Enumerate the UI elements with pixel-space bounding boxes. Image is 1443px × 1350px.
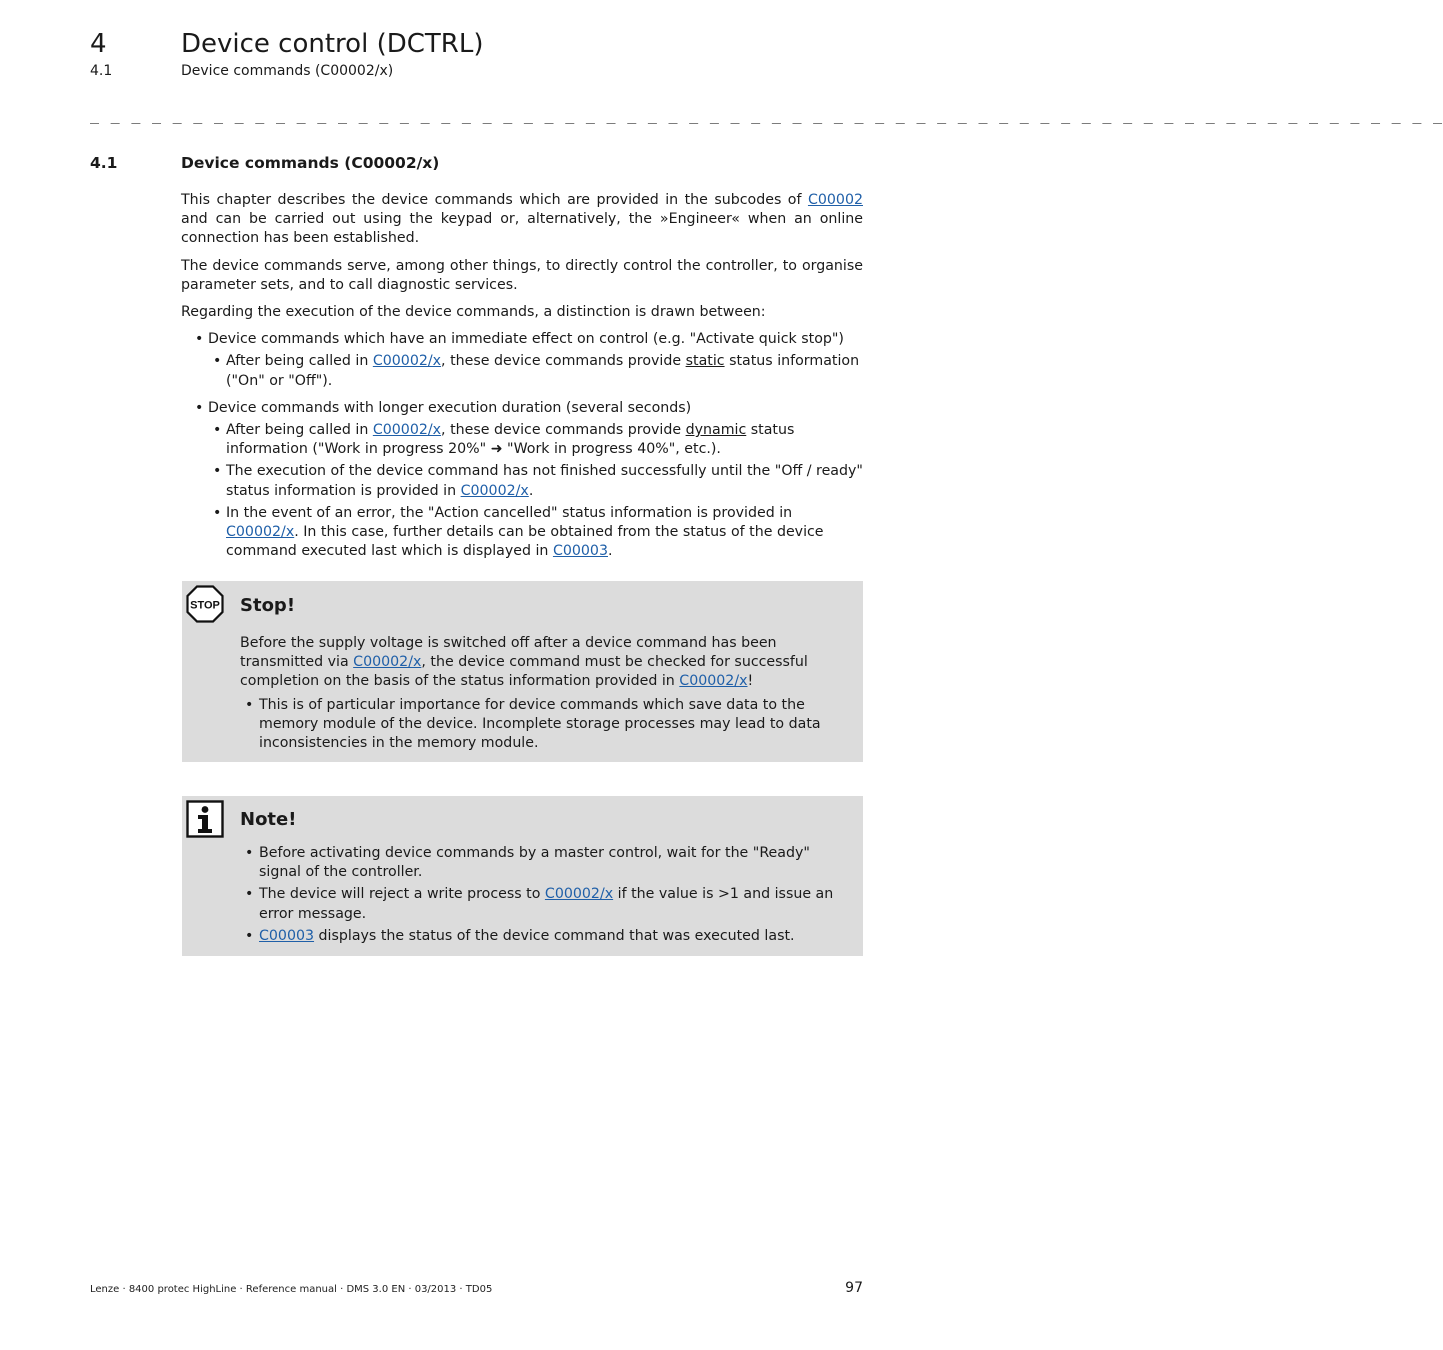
link-c00002[interactable]: C00002 — [807, 192, 863, 208]
stop-heading: Stop! — [240, 595, 296, 616]
list-item: • The device will reject a write process to C00002/x if the value is >1 and issue an error message. — [240, 885, 845, 923]
page-number: 97 — [845, 1280, 863, 1296]
stop-body: Before the supply voltage is switched off after a device command has been transmitted via C00002/x, the device command must be checked for successful completion on the basis of the status information provided in C00002/x! • This is of particular importance for device commands which save data to the memory module of the device. Incomplete storage processes may lead to data inconsistencies in the memory module. — [240, 634, 845, 756]
list-item: • C00003 displays the status of the device command that was executed last. — [240, 927, 845, 946]
link-c00002x[interactable]: C00002/x — [372, 353, 442, 370]
note-body — [240, 844, 845, 949]
header-separator: _ _ _ _ _ _ _ _ _ _ _ _ _ _ _ _ _ _ _ _ _ _ _ _ _ _ _ _ _ _ _ _ _ _ _ _ _ _ _ _ _ _ _ _ _ _ _ _ _ _ _ _ _ _ _ _ _ _ _ _ _ _ _ _ _ _ — [90, 106, 1443, 124]
intro-paragraph-1: This chapter describes the device commands which are provided in the subcodes of C00002 and can be carried out using the keypad or, alternatively, the »Engineer« when an online connection has been established. — [181, 192, 863, 247]
stop-sign-label: STOP — [190, 599, 220, 612]
list-item: • Device commands which have an immediate effect on control (e.g. "Activate quick stop") • After being called in C00002/x, these device commands provide static status information ("On" or "Off"). — [181, 330, 863, 391]
link-c00002x[interactable]: C00002/x — [353, 654, 422, 671]
section-title: Device commands (C00002/x) — [181, 154, 440, 172]
link-c00002x[interactable]: C00002/x — [544, 886, 614, 903]
stop-sign-icon — [186, 585, 224, 627]
main-content — [181, 191, 863, 569]
info-icon — [186, 800, 224, 842]
intro-paragraph-2: The device commands serve, among other things, to directly control the controller, to organise parameter sets, and to call diagnostic services. — [181, 257, 863, 293]
footer-text: Lenze · 8400 protec HighLine · Reference manual · DMS 3.0 EN · 03/2013 · TD05 — [90, 1284, 493, 1295]
section-number: 4.1 — [90, 154, 118, 172]
intro-paragraph-3: Regarding the execution of the device commands, a distinction is drawn between: — [181, 304, 766, 321]
link-c00002x[interactable]: C00002/x — [460, 482, 529, 499]
note-box — [182, 796, 863, 956]
list-item: • After being called in C00002/x, these device commands provide static status information ("On" or "Off"). — [208, 352, 863, 390]
link-c00003[interactable]: C00003 — [259, 927, 315, 944]
list-item: • After being called in C00002/x, these device commands provide dynamic status information ("Work in progress 20%" ➜ "Work in progress 40%", etc.). — [208, 421, 863, 459]
chapter-title: Device control (DCTRL) — [181, 29, 484, 59]
subchapter-title: Device commands (C00002/x) — [181, 63, 394, 79]
chapter-number: 4 — [90, 29, 107, 59]
link-c00002x[interactable]: C00002/x — [679, 673, 748, 690]
link-c00002x[interactable]: C00002/x — [372, 422, 442, 439]
subchapter-number: 4.1 — [90, 63, 113, 79]
list-item: • Before activating device commands by a master control, wait for the "Ready" signal of the controller. — [240, 844, 845, 882]
link-c00002x[interactable]: C00002/x — [226, 524, 295, 541]
link-c00003[interactable]: C00003 — [552, 543, 608, 560]
list-item: • Device commands with longer execution duration (several seconds) • After being called in C00002/x, these device commands provide dynamic status information ("Work in progress 20%" ➜ "Work in progress 40%", etc.). • The execution of the device command has not finished successfully until the "Off / ready" status information is provided in C00002/x. • In the event of an error, the "Action cancelled" status information is provided in C00002/x. In this case, further details can be obtained from the status of the device command executed last which is displayed in C00003. — [181, 399, 863, 562]
list-item: • This is of particular importance for device commands which save data to the memory module of the device. Incomplete storage processes may lead to data inconsistencies in the memory module. — [240, 696, 845, 754]
note-heading: Note! — [240, 809, 297, 830]
list-item: • In the event of an error, the "Action cancelled" status information is provided in C00002/x. In this case, further details can be obtained from the status of the device command executed last which is displayed in C00003. — [208, 504, 863, 562]
stop-warning-box — [182, 581, 863, 762]
list-item: • The execution of the device command has not finished successfully until the "Off / ready" status information is provided in C00002/x. — [208, 462, 863, 500]
command-types-list — [181, 330, 863, 561]
